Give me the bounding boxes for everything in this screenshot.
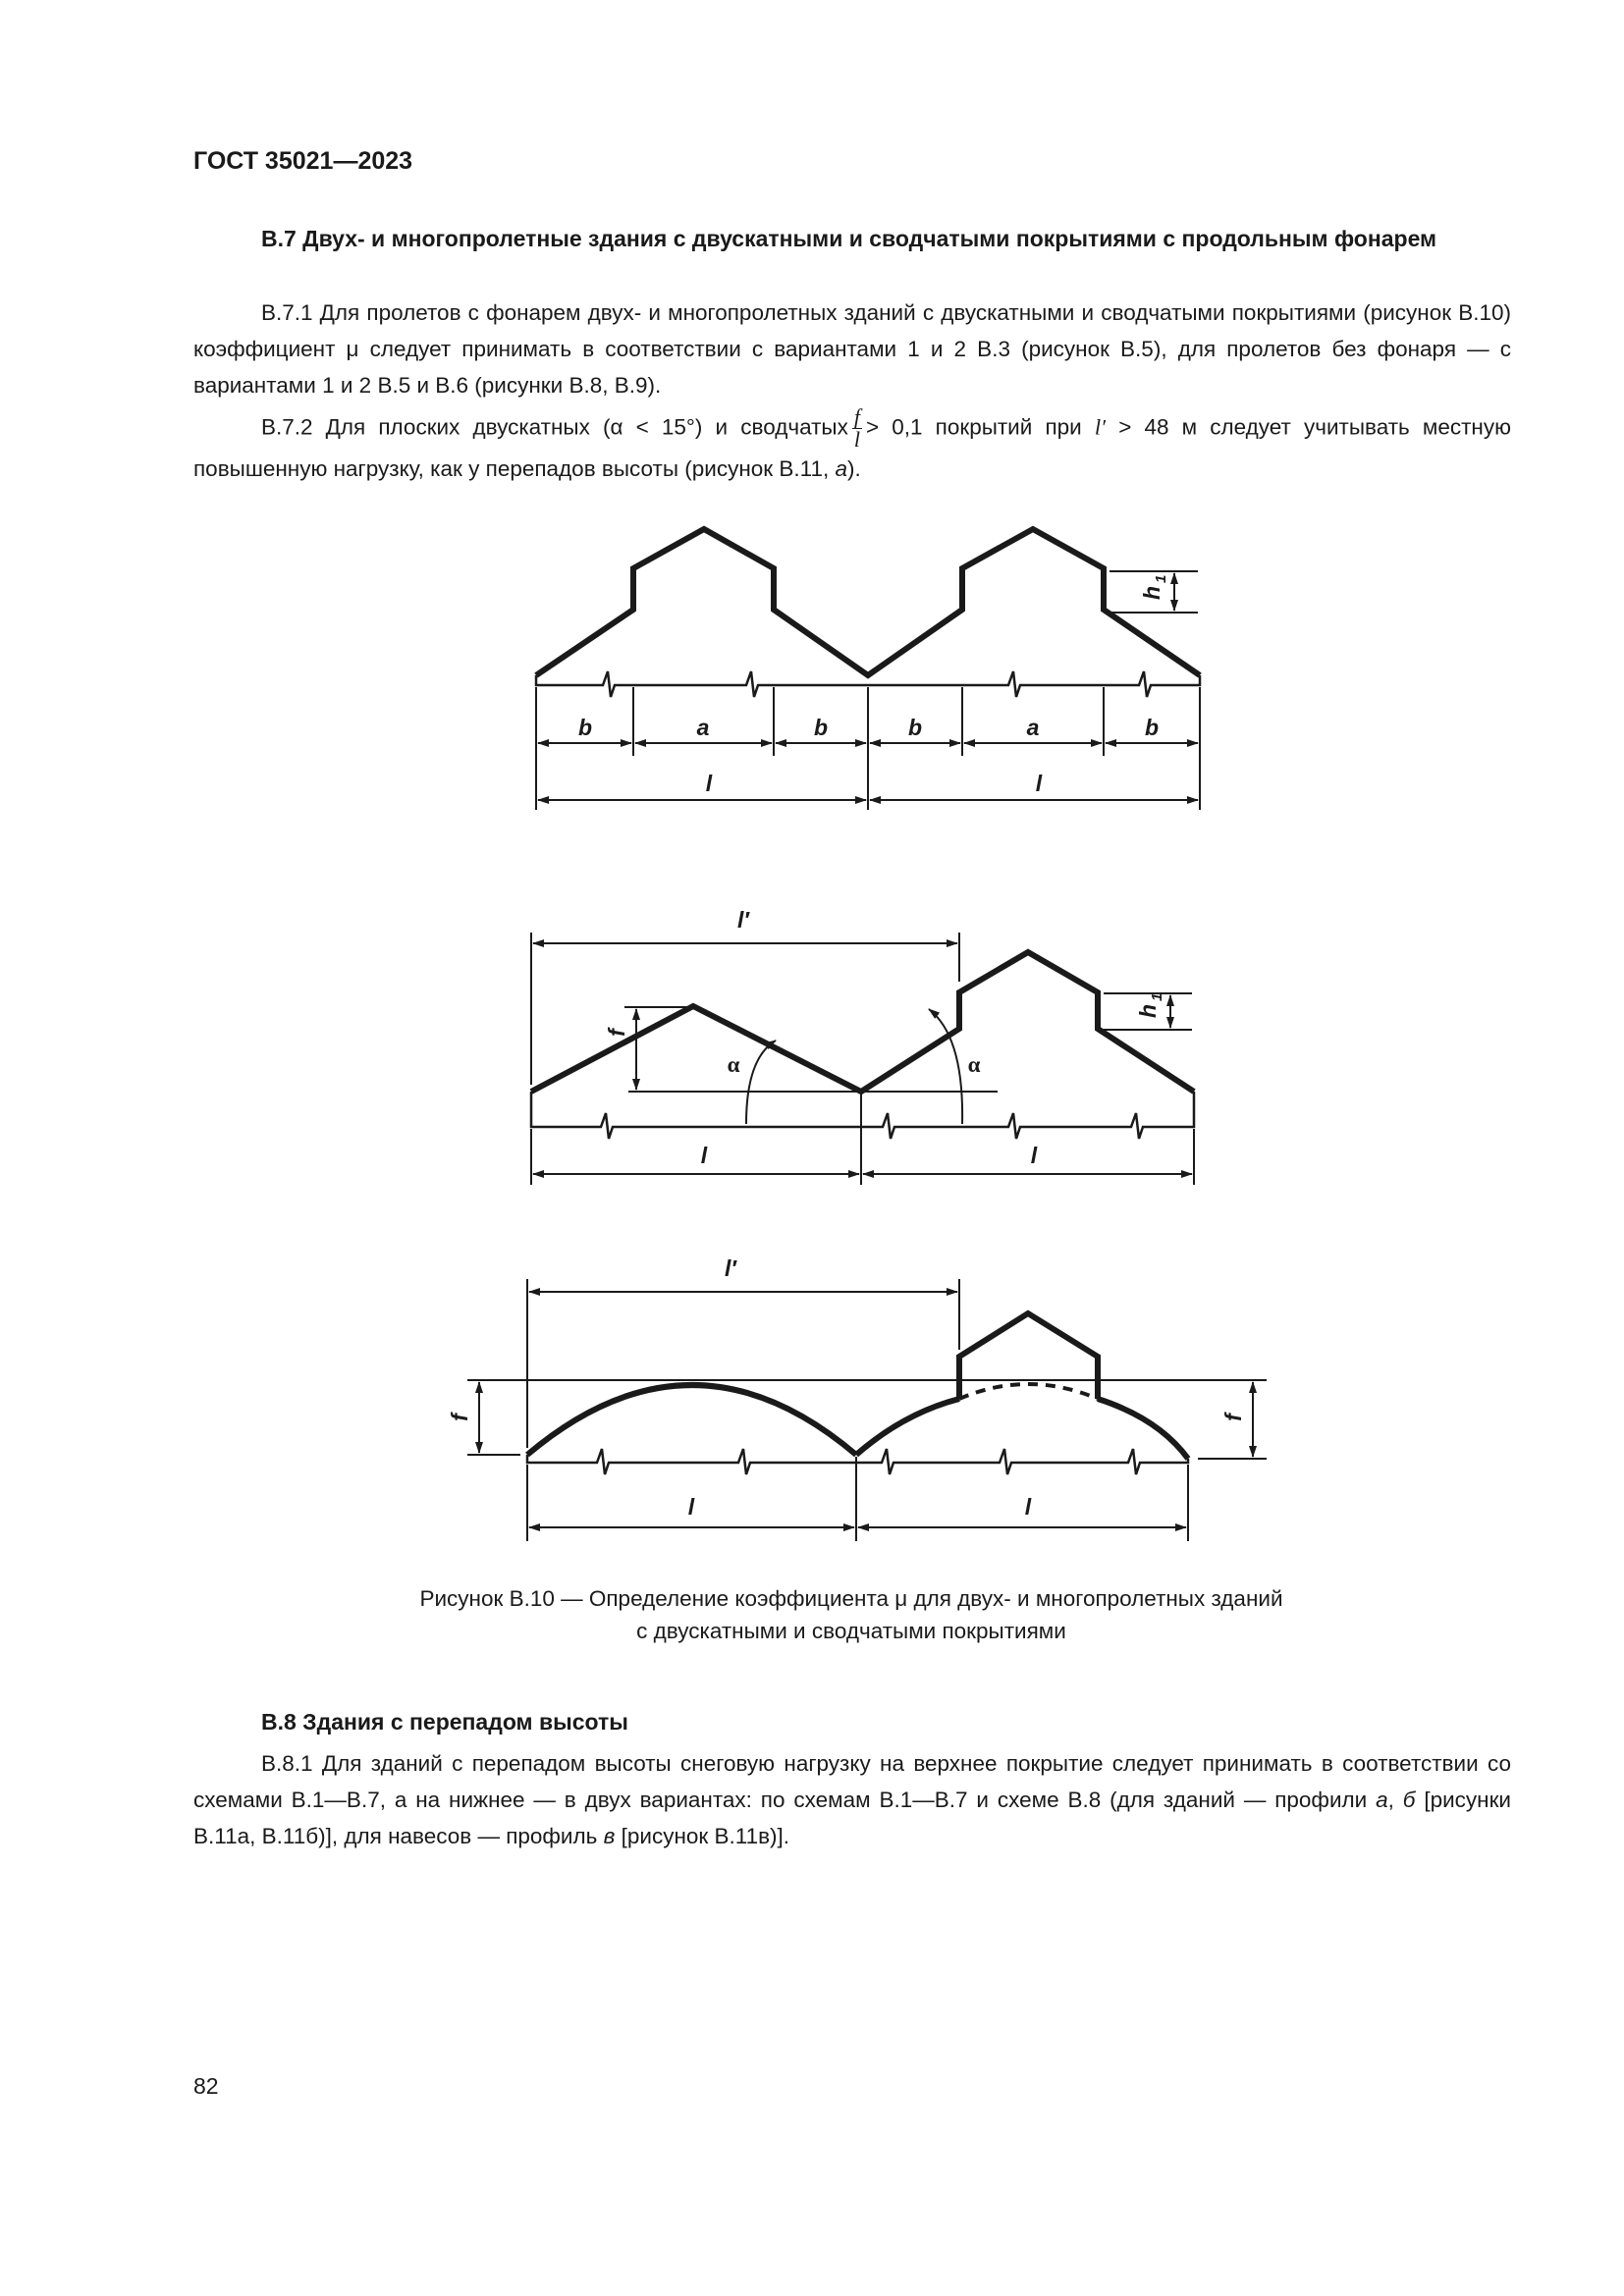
label-alpha-2: α	[967, 1052, 981, 1077]
vault-right-start	[856, 1399, 959, 1455]
label-a-2: a	[1026, 715, 1040, 740]
paragraph-b7-1-text: В.7.1 Для пролетов с фонарем двух- и многопролетных зданий с двускатными и сводчатыми покрытиями (рисунок В.10) коэффициент μ следует принимать в соответствии с вариантами 1 и 2 В.3 (рисунок В.5), для пролетов без фонаря — с вариантами 1 и 2 В.5 и В.6 (рисунки В.8, В.9).	[193, 300, 1511, 398]
section-b8-title: В.8 Здания с перепадом высоты	[261, 1709, 628, 1735]
p-b8-part-b: [рисунки В.11а, В.11б)], для навесов — профиль	[193, 1788, 1511, 1848]
label-h1-sub-1: 1	[1153, 574, 1169, 583]
diagram-3-vaulted	[467, 1279, 1267, 1541]
vault-left	[527, 1385, 856, 1455]
label-lprime-2: l′	[725, 1255, 736, 1281]
label-h1-2: h	[1135, 1003, 1161, 1019]
p-b8-italic-v: в	[603, 1824, 616, 1848]
label-h1-1: h	[1139, 585, 1164, 601]
p-b8-italic-b: б	[1402, 1788, 1416, 1812]
label-l-6: l	[1024, 1494, 1032, 1520]
label-l-5: l	[687, 1494, 695, 1520]
p-b8-comma: ,	[1387, 1788, 1394, 1812]
caption-line-2: с двускатными и сводчатыми покрытиями	[636, 1619, 1066, 1643]
label-b-1: b	[577, 715, 593, 740]
base-line-2	[531, 1092, 1194, 1139]
fraction-denominator: l	[853, 427, 860, 452]
label-a-1: a	[696, 715, 710, 740]
p2-lprime: l′	[1094, 414, 1107, 440]
label-b-4: b	[1144, 715, 1160, 740]
vault-right-end	[1098, 1399, 1188, 1459]
diagram-2-flat-gable	[531, 933, 1194, 1185]
label-l-4: l	[1030, 1143, 1038, 1168]
label-f-1: f	[604, 1029, 629, 1037]
paragraph-b8-1	[193, 1745, 1511, 1854]
label-l-1: l	[705, 771, 713, 796]
fraction-numerator: f	[853, 404, 860, 429]
roof-profile-2	[531, 952, 1194, 1092]
figure-caption	[255, 1582, 1447, 1647]
label-f-3: f	[1220, 1414, 1246, 1421]
p-b8-part-a: В.8.1 Для зданий с перепадом высоты снеговую нагрузку на верхнее покрытие следует принимать в соответствии со схемами В.1—В.7, а на нижнее — в двух вариантах: по схемам В.1—В.7 и схеме В.8 (для зданий — профили	[193, 1751, 1511, 1812]
label-l-2: l	[1035, 771, 1043, 796]
p2-mid: > 0,1 покрытий при	[865, 414, 1082, 440]
roof-profile-1	[536, 529, 1200, 675]
label-b-2: b	[813, 715, 829, 740]
diagram-2-labels	[604, 907, 1165, 1168]
label-h1-sub-2: 1	[1149, 992, 1165, 1001]
caption-line-1: Рисунок В.10 — Определение коэффициента μ для двух- и многопролетных зданий	[419, 1586, 1283, 1611]
vault-right-dashed	[959, 1384, 1098, 1399]
diagram-1-gable-with-lanterns	[536, 529, 1200, 810]
p2-after: > 48 м следует учитывать местную повышенную нагрузку, как у перепадов высоты (рисунок В.11,	[193, 414, 1511, 481]
p2-before: В.7.2 Для плоских двускатных (α < 15°) и сводчатых	[261, 414, 848, 440]
label-b-3: b	[907, 715, 923, 740]
label-l-3: l	[700, 1143, 708, 1168]
alpha-arc-left	[746, 1041, 776, 1124]
p2-end: ).	[847, 456, 861, 481]
p-b8-part-c: [рисунок В.11в)].	[621, 1824, 790, 1848]
p2-italic-a: а	[835, 456, 848, 481]
p-b8-italic-a: а	[1376, 1788, 1388, 1812]
document-header: ГОСТ 35021—2023	[193, 147, 413, 175]
label-f-2: f	[447, 1414, 472, 1421]
page-number: 82	[193, 2073, 219, 2099]
label-alpha-1: α	[727, 1052, 740, 1077]
diagram-3-labels	[447, 1255, 1246, 1520]
section-b7-title: В.7 Двух- и многопролетные здания с двускатными и сводчатыми покрытиями с продольным фонарем	[261, 226, 1437, 251]
label-lprime-1: l′	[737, 907, 749, 933]
